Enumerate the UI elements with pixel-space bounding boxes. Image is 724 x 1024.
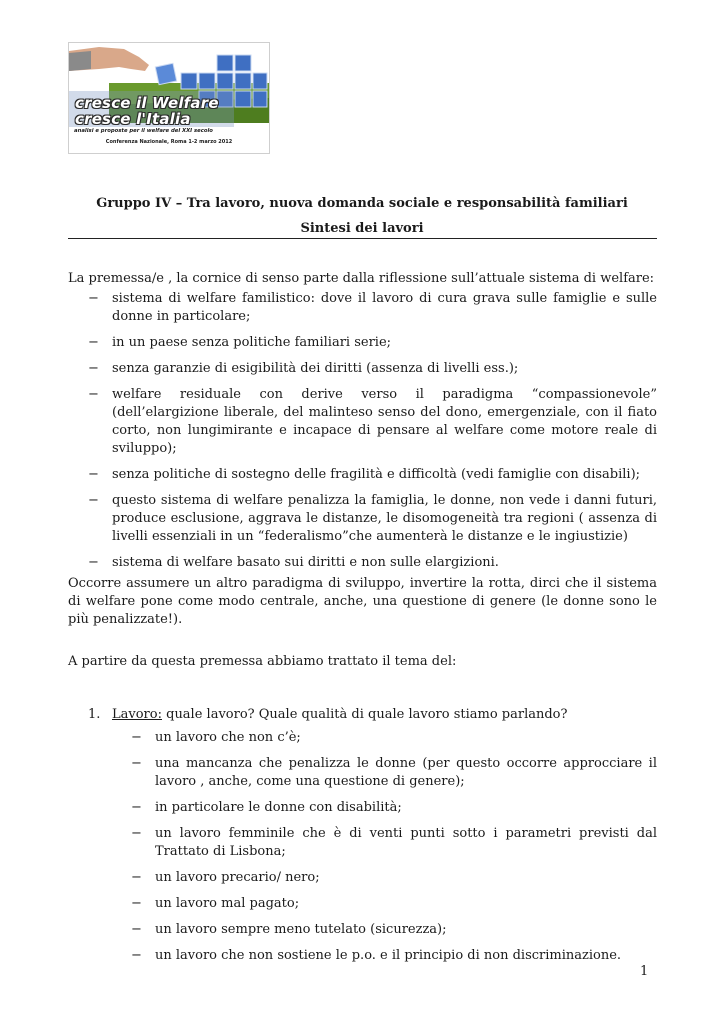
list-item: − un lavoro precario/ nero; (68, 869, 657, 887)
lavoro-list (68, 729, 657, 965)
logo-title-line1: cresce il Welfare (75, 94, 219, 112)
premise-conclusion: Occorre assumere un altro paradigma di sviluppo, invertire la rotta, dirci che il sistema di welfare pone come modo centrale, anche, una questione di genere (le donne sono le più penalizzate!). (68, 576, 657, 627)
premise-intro: La premessa/e , la cornice di senso parte dalla riflessione sull’attuale sistema di welfare: (68, 271, 655, 286)
page-number: 1 (640, 964, 649, 979)
logo-title-line2: cresce l'Italia (75, 110, 191, 128)
logo-conference: Conferenza Nazionale, Roma 1-2 marzo 2012 (105, 139, 233, 145)
list-item: − un lavoro femminile che è di venti punti sotto i parametri previsti dal Trattato di Lisbona; (68, 825, 657, 861)
title-divider (68, 238, 657, 239)
list-item: − un lavoro che non c’è; (68, 729, 657, 747)
document-subtitle: Sintesi dei lavori (300, 221, 424, 236)
transition-paragraph: A partire da questa premessa abbiamo trattato il tema del: (68, 654, 457, 669)
list-item: − un lavoro mal pagato; (68, 895, 657, 913)
list-item: − un lavoro sempre meno tutelato (sicurezza); (68, 921, 657, 939)
document-title: Gruppo IV – Tra lavoro, nuova domanda sociale e responsabilità familiari (96, 196, 628, 211)
list-item: − in particolare le donne con disabilità; (68, 799, 657, 817)
document-body (68, 270, 657, 973)
section-number: 1. (88, 707, 101, 722)
premise-list (68, 290, 657, 572)
list-item: − senza politiche di sostegno delle fragilità e difficoltà (vedi famiglie con disabili); (68, 466, 657, 484)
list-item: − senza garanzie di esigibilità dei diritti (assenza di livelli ess.); (68, 360, 657, 378)
list-item: − un lavoro che non sostiene le p.o. e il principio di non discriminazione. (68, 947, 657, 965)
list-item: − sistema di welfare basato sui diritti e non sulle elargizioni. (68, 554, 657, 572)
section-label: Lavoro: (112, 707, 162, 722)
list-item: − questo sistema di welfare penalizza la famiglia, le donne, non vede i danni futuri, produce esclusione, aggrava le distanze, le disomogeneità tra regioni ( assenza di livelli essenziali in un “federalismo”che aumenterà le distanze e le ingiustizie) (68, 492, 657, 546)
list-item: − una mancanza che penalizza le donne (per questo occorre approcciare il lavoro , anche, come una questione di genere); (68, 755, 657, 791)
section-heading-lavoro (68, 706, 657, 724)
list-item: − welfare residuale con derive verso il paradigma “compassionevole” (dell’elargizione liberale, del malinteso senso del dono, emergenziale, con il fiato corto, non lungimirante e incapace di pensare al welfare come motore reale di sviluppo); (68, 386, 657, 458)
logo-tagline: analisi e proposte per il welfare del XXI secolo (74, 128, 213, 134)
section-question: quale lavoro? Quale qualità di quale lavoro stiamo parlando? (161, 707, 568, 722)
conference-logo (68, 42, 270, 154)
list-item: − sistema di welfare familistico: dove il lavoro di cura grava sulle famiglie e sulle donne in particolare; (68, 290, 657, 326)
list-item: − in un paese senza politiche familiari serie; (68, 334, 657, 352)
